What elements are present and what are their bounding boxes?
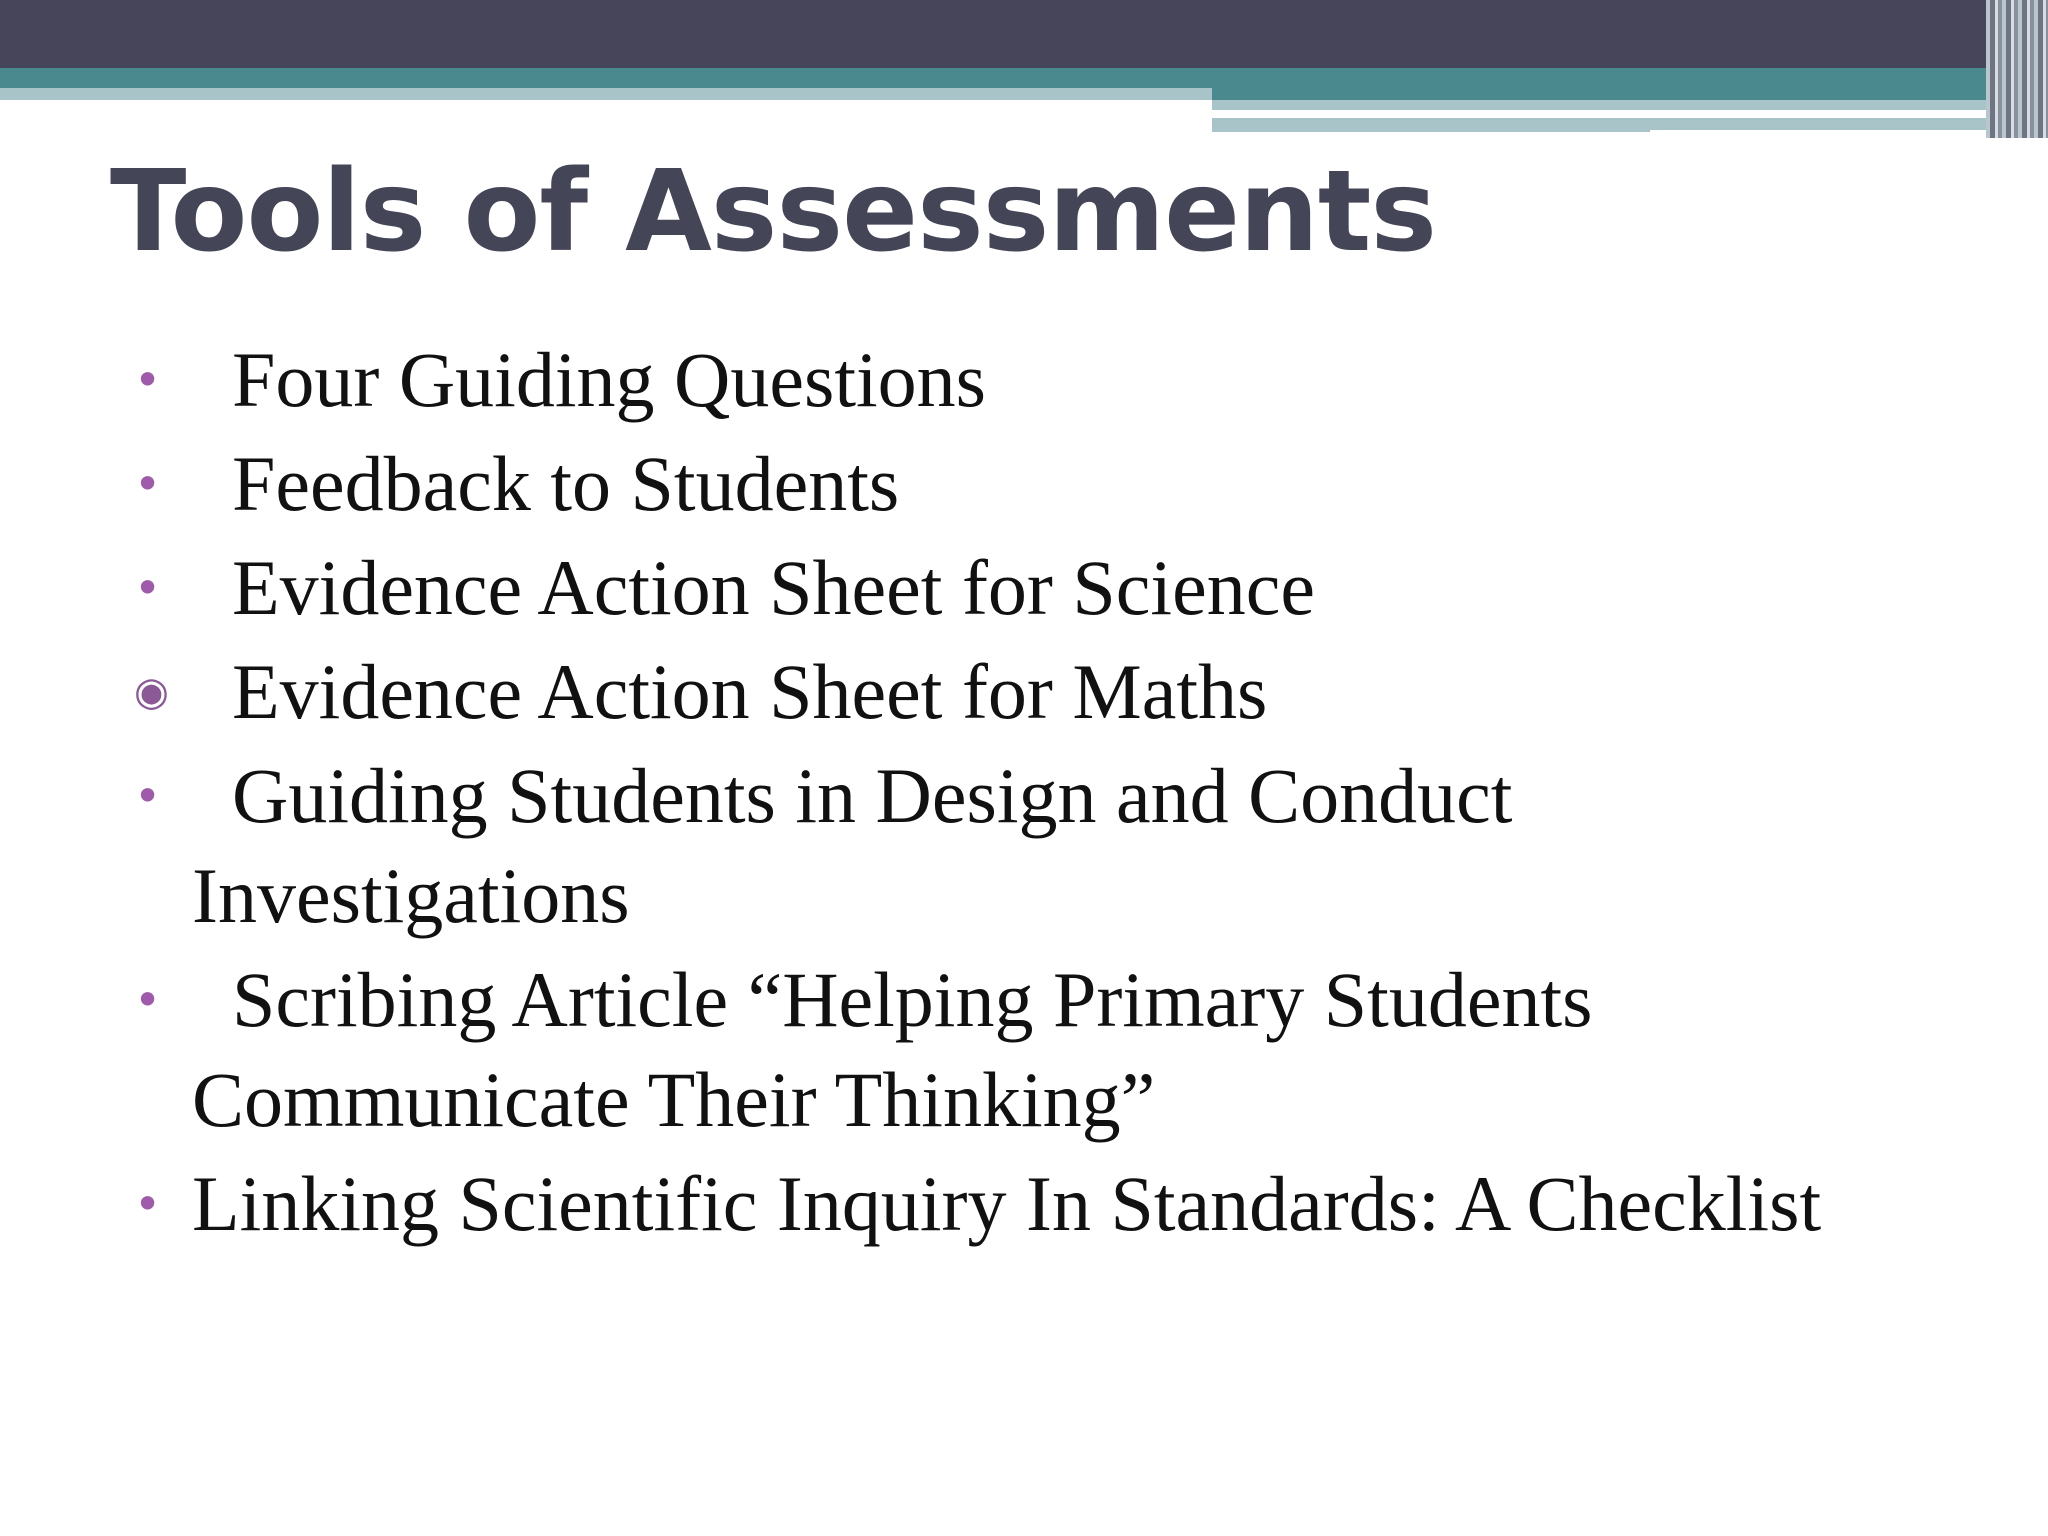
bullet-item: [128, 746, 1948, 946]
bullet-text: Linking Scientific Inquiry In Standards: A Checklist: [192, 1160, 1822, 1247]
bullet-text: Evidence Action Sheet for Science: [232, 544, 1315, 631]
bullet-text: Feedback to Students: [232, 440, 900, 527]
header-stripes: [1986, 0, 2048, 138]
header-band-teal-left: [0, 68, 1212, 88]
bullet-item: [128, 1154, 1948, 1254]
bullet-text: Evidence Action Sheet for Maths: [232, 648, 1268, 735]
bullet-text: Four Guiding Questions: [232, 336, 987, 423]
header-white-line: [1212, 111, 1897, 116]
bullet-dot-icon: •: [134, 769, 162, 823]
header-band-teal-right: [1212, 68, 2048, 100]
bullet-dot-icon: •: [134, 353, 162, 407]
bullet-dot-icon: •: [134, 561, 162, 615]
bullet-item: [128, 538, 1948, 638]
bullet-dot-icon: •: [134, 457, 162, 511]
bullet-item: [128, 330, 1948, 430]
bullet-text: Scribing Article “Helping Primary Students Communicate Their Thinking”: [192, 956, 1593, 1143]
bullet-list: [128, 330, 1948, 1258]
header-band-light-right: [1212, 100, 2048, 110]
header-band-light-left: [0, 88, 1212, 100]
bullet-item: [128, 950, 1948, 1150]
header-band-dark: [0, 0, 2048, 68]
slide-title: Tools of Assessments: [110, 147, 1437, 277]
bullet-dot-icon: •: [134, 1177, 162, 1231]
bullet-item: [128, 434, 1948, 534]
bullet-ring-icon: ◉: [134, 669, 169, 715]
bullet-item: [128, 642, 1948, 742]
bullet-dot-icon: •: [134, 973, 162, 1027]
bullet-text: Guiding Students in Design and Conduct Investigations: [192, 752, 1513, 939]
